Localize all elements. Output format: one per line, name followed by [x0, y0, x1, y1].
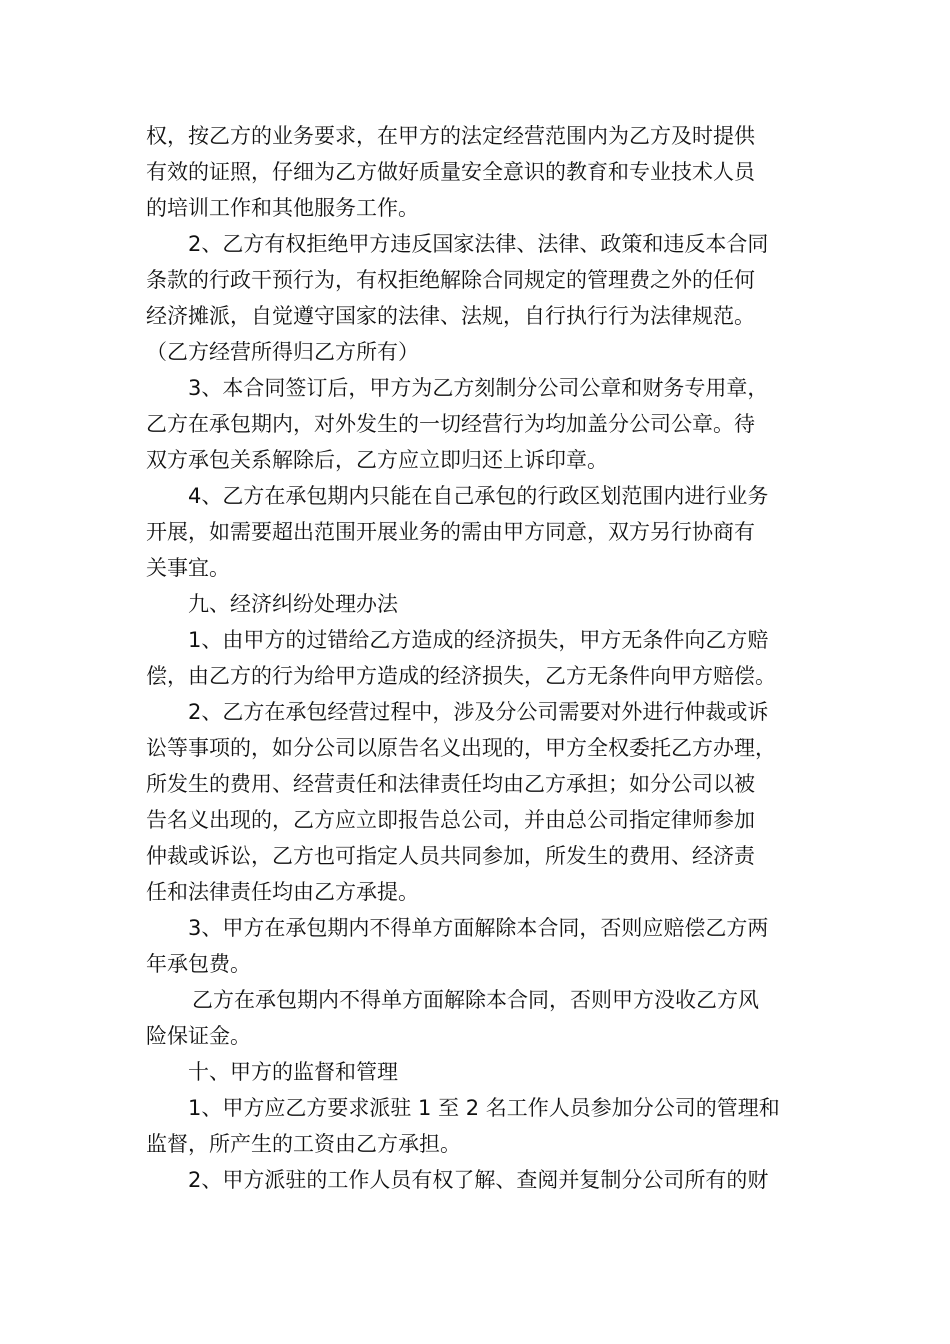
- text-line: 所发生的费用、经营责任和法律责任均由乙方承担；如分公司以被: [146, 772, 755, 796]
- paragraph-continued-services: [146, 118, 806, 226]
- text-line: 3、甲方在承包期内不得单方面解除本合同，否则应赔偿乙方两: [188, 916, 769, 940]
- section-heading-10: [146, 1054, 806, 1090]
- text-line: 双方承包关系解除后，乙方应立即归还上诉印章。: [146, 448, 608, 472]
- text-line: 告名义出现的，乙方应立即报告总公司，并由总公司指定律师参加: [146, 808, 755, 832]
- text-line: 2、甲方派驻的工作人员有权了解、查阅并复制分公司所有的财: [188, 1168, 769, 1192]
- paragraph-section-9-clause-3-cont: [146, 982, 806, 1054]
- document-body: [146, 118, 806, 1198]
- text-line: 3、本合同签订后，甲方为乙方刻制分公司公章和财务专用章，: [188, 376, 769, 400]
- paragraph-section-9-clause-2: [146, 694, 806, 910]
- text-line: 2、乙方在承包经营过程中，涉及分公司需要对外进行仲裁或诉: [188, 700, 769, 724]
- paragraph-clause-2-rights: [146, 226, 806, 370]
- text-line: 关事宜。: [146, 556, 230, 580]
- text-line: 2、乙方有权拒绝甲方违反国家法律、法律、政策和违反本合同: [188, 232, 769, 256]
- text-line: 讼等事项的，如分公司以原告名义出现的，甲方全权委托乙方办理，: [146, 736, 776, 760]
- text-line: 乙方在承包期内，对外发生的一切经营行为均加盖分公司公章。待: [146, 412, 755, 436]
- text-line: 险保证金。: [146, 1024, 251, 1048]
- text-line: 条款的行政干预行为，有权拒绝解除合同规定的管理费之外的任何: [146, 268, 755, 292]
- text-line: （乙方经营所得归乙方所有）: [146, 340, 419, 364]
- text-line: 乙方在承包期内不得单方面解除本合同，否则甲方没收乙方风: [192, 988, 759, 1012]
- text-line: 的培训工作和其他服务工作。: [146, 196, 419, 220]
- text-line: 九、经济纠纷处理办法: [188, 592, 398, 616]
- text-line: 仲裁或诉讼，乙方也可指定人员共同参加，所发生的费用、经济责: [146, 844, 755, 868]
- paragraph-section-10-clause-1: [146, 1090, 806, 1162]
- paragraph-section-9-clause-3: [146, 910, 806, 982]
- paragraph-section-10-clause-2: [146, 1162, 806, 1198]
- section-heading-9: [146, 586, 806, 622]
- text-line: 年承包费。: [146, 952, 251, 976]
- text-line: 开展，如需要超出范围开展业务的需由甲方同意，双方另行协商有: [146, 520, 755, 544]
- paragraph-section-9-clause-1: [146, 622, 806, 694]
- text-line: 4、乙方在承包期内只能在自己承包的行政区划范围内进行业务: [188, 484, 769, 508]
- text-line: 有效的证照，仔细为乙方做好质量安全意识的教育和专业技术人员: [146, 160, 755, 184]
- text-line: 偿，由乙方的行为给甲方造成的经济损失，乙方无条件向甲方赔偿。: [146, 664, 776, 688]
- text-line: 经济摊派，自觉遵守国家的法律、法规，自行执行行为法律规范。: [146, 304, 755, 328]
- paragraph-clause-3-seals: [146, 370, 806, 478]
- text-line: 权，按乙方的业务要求，在甲方的法定经营范围内为乙方及时提供: [146, 124, 755, 148]
- text-line: 1、甲方应乙方要求派驻 1 至 2 名工作人员参加分公司的管理和: [188, 1096, 780, 1120]
- text-line: 监督，所产生的工资由乙方承担。: [146, 1132, 461, 1156]
- paragraph-clause-4-region: [146, 478, 806, 586]
- text-line: 1、由甲方的过错给乙方造成的经济损失，甲方无条件向乙方赔: [188, 628, 769, 652]
- text-line: 任和法律责任均由乙方承提。: [146, 880, 419, 904]
- text-line: 十、甲方的监督和管理: [188, 1060, 398, 1084]
